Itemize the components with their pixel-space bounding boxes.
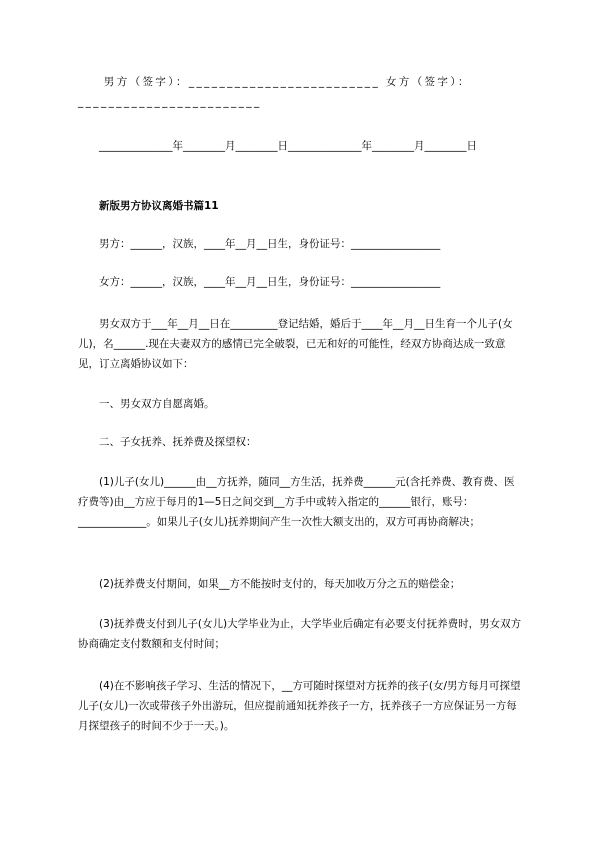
clause-2: 二、子女抚养、抚养费及探望权：: [99, 436, 257, 448]
clause-1: 一、男女双方自愿离婚。: [99, 398, 215, 410]
item-4: (4)在不影响孩子学习、生活的情况下，__方可随时探望对方抚养的孩子(女/男方每月可探望儿子(女儿)一次或带孩子外出游玩，但应提前通知抚养孩子一方，抚养孩子一方应保证另一方每月探望孩子的时间不少于一天。)。: [78, 680, 521, 732]
signature-line: 男方（签字）：_________________________ 女方（签字）：________________________: [78, 76, 471, 108]
item-1: (1)儿子(女儿)______由__方抚养，随同__方生活，抚养费______元(含托养费、教育费、医疗费等)由__方应于每月的1—5日之间交到__方手中或转入指定的______银行，账号：_____________。如果儿子(女儿)抚养期间产生一次性大额支出的，双方可再协商解决；: [78, 476, 515, 528]
wife-info: 女方：______，汉族，____年__月__日生，身份证号：_________________: [99, 276, 441, 288]
item-2: (2)抚养费支付期间，如果__方不能按时支付的，每天加收万分之五的赔偿金；: [99, 578, 461, 590]
section-title: 新版男方协议离婚书篇11: [99, 200, 219, 212]
date-line: ______________年________月________日______________年________月________日: [78, 140, 477, 152]
item-3: (3)抚养费支付到儿子(女儿)大学毕业为止，大学毕业后确定有必要支付抚养费时，男女双方协商确定支付数额和支付时间；: [78, 618, 522, 650]
intro-paragraph: 男女双方于___年__月__日在_________登记结婚，婚后于____年__月__日生育一个儿子(女儿)，名______.现在夫妻双方的感情已完全破裂，已无和好的可能性，经双方协商达成一致意见，订立离婚协议如下：: [78, 318, 513, 370]
husband-info: 男方：______，汉族，____年__月__日生，身份证号：_________________: [99, 238, 441, 250]
